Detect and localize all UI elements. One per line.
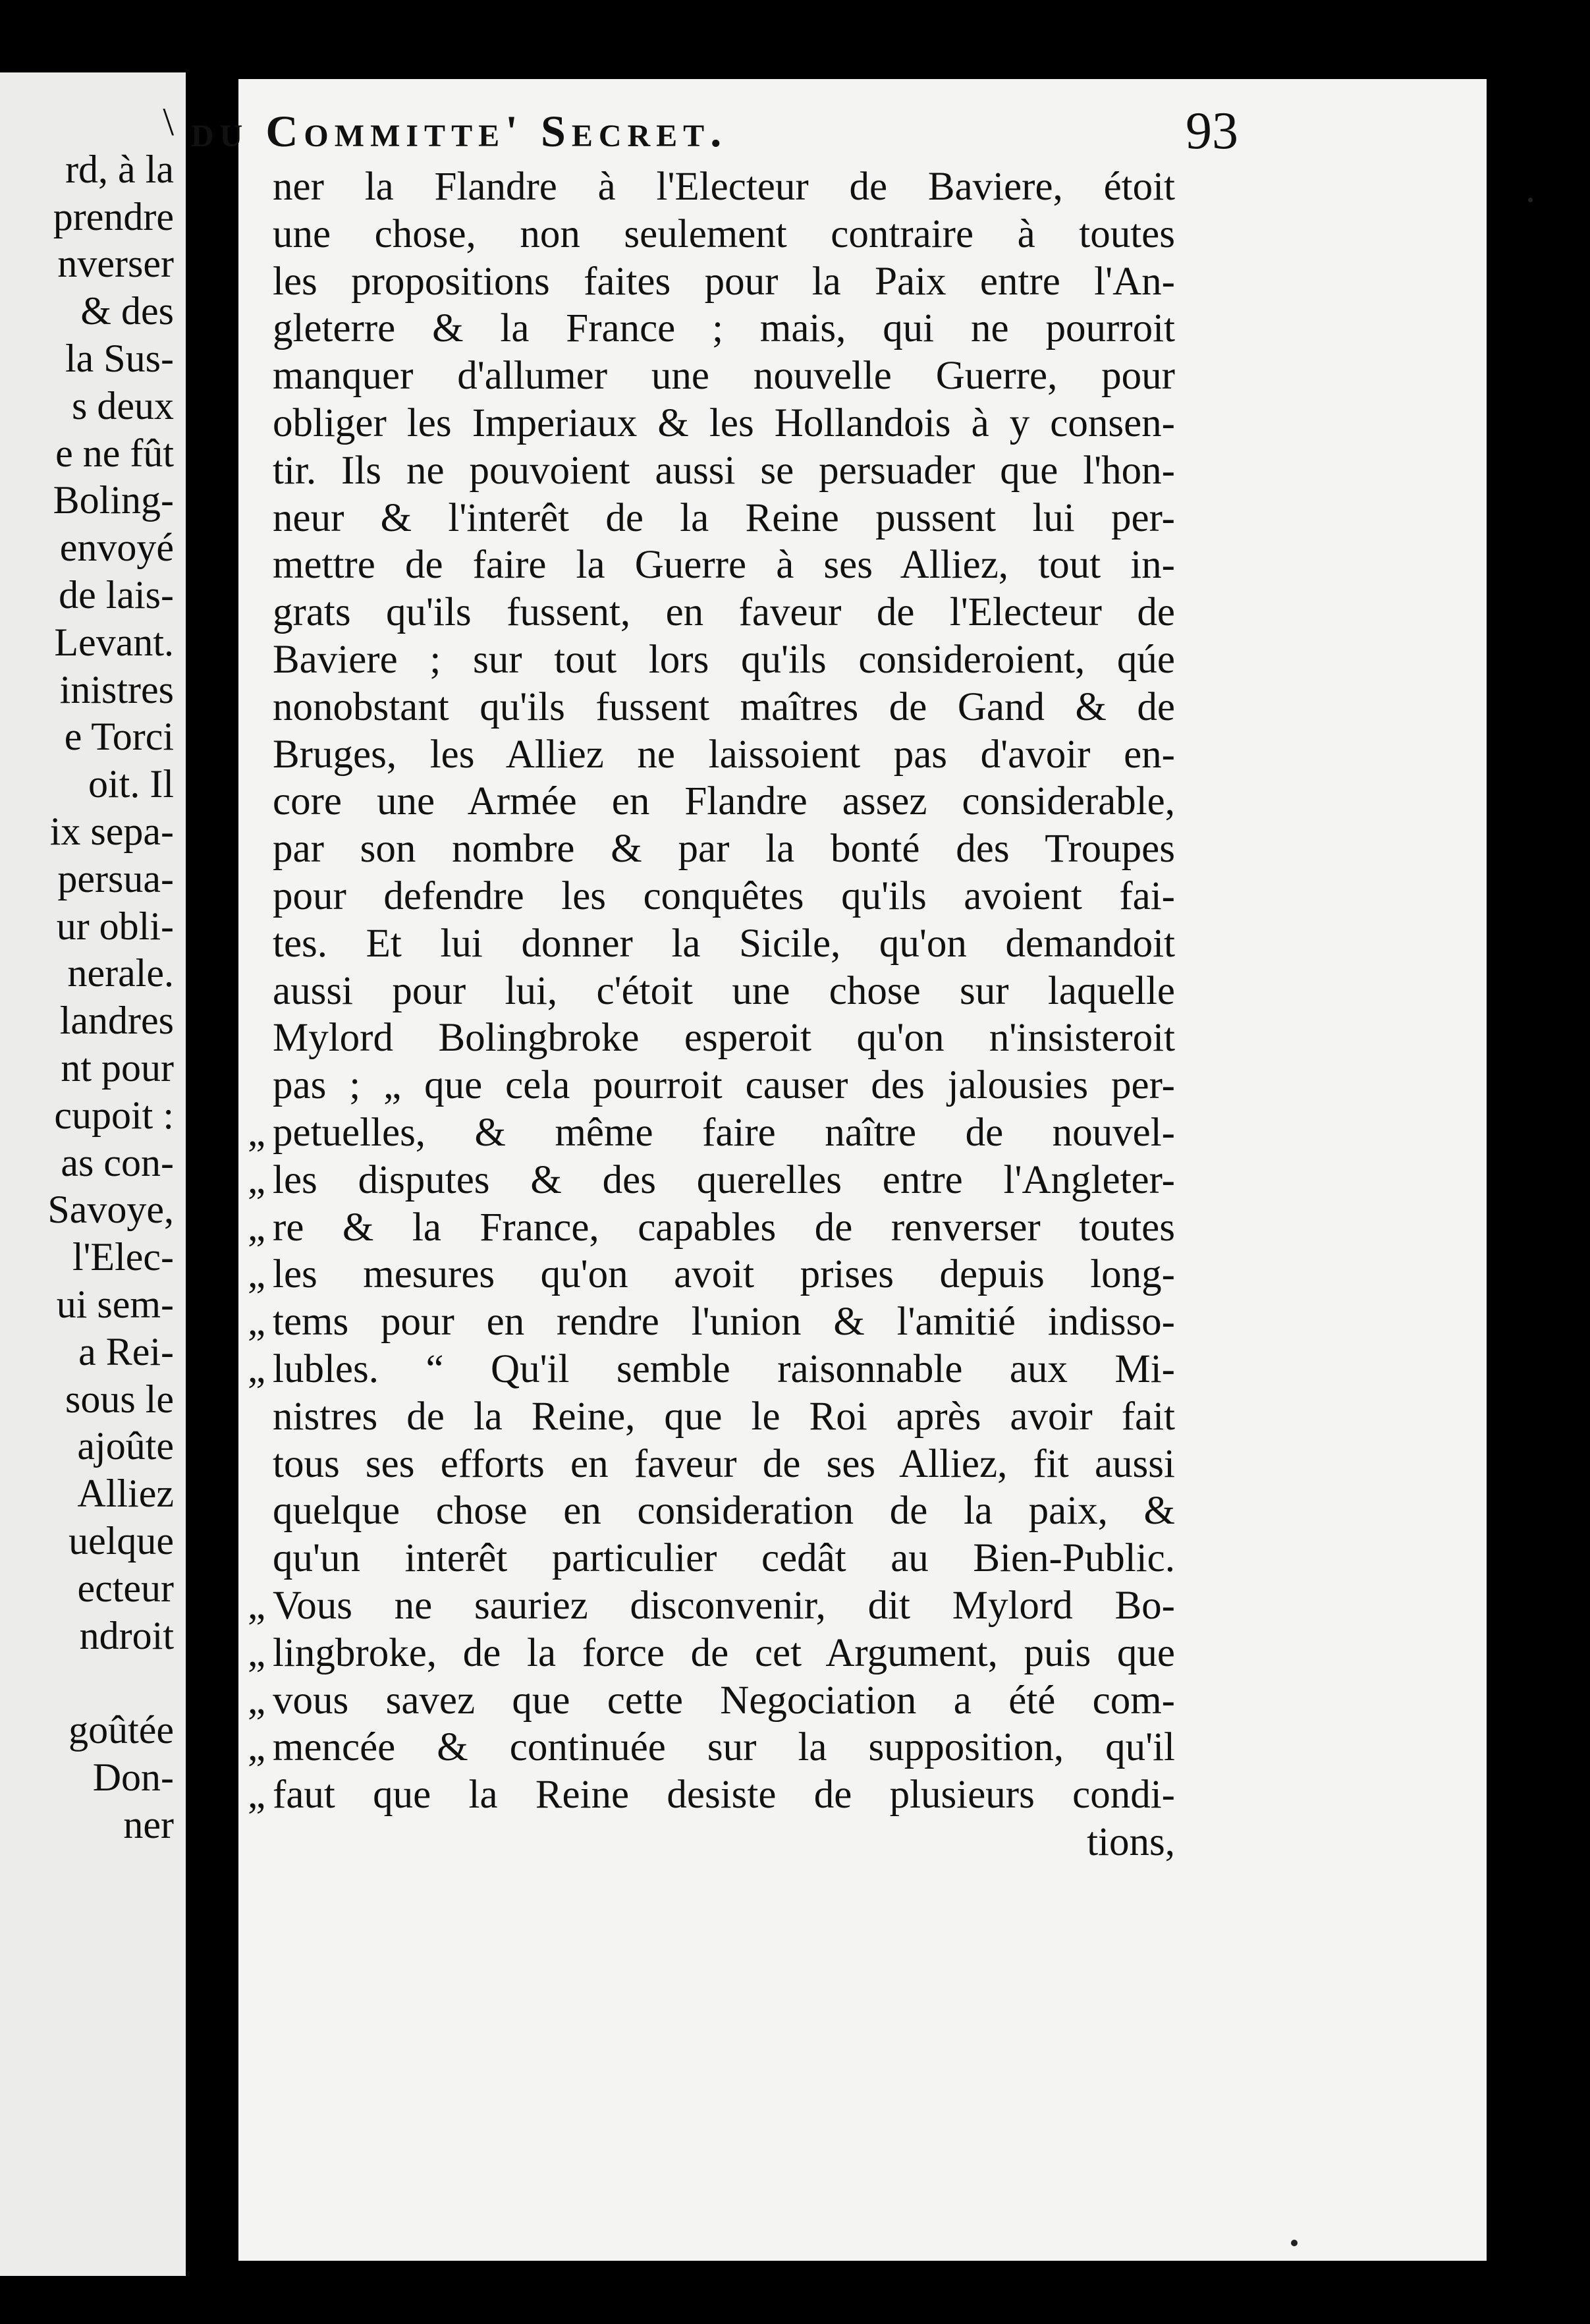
page-number: 93 xyxy=(1186,102,1238,160)
facing-page-fragment: uelque xyxy=(69,1519,174,1563)
text-line xyxy=(273,1487,1175,1535)
text-line xyxy=(248,1298,1175,1346)
line-text: Bruges, les Alliez ne laissoient pas d'avoir en- xyxy=(273,732,1175,777)
facing-page-fragment: ndroit xyxy=(79,1613,174,1657)
line-text: mencée & continuée sur la supposition, qu'il xyxy=(273,1725,1175,1770)
text-line xyxy=(273,1393,1175,1441)
line-text: pas ; „ que cela pourroit causer des jalousies per- xyxy=(273,1063,1175,1108)
facing-page-fragment: de lais- xyxy=(59,573,174,617)
line-text: tems pour en rendre l'union & l'amitié indisso- xyxy=(273,1300,1175,1344)
text-line xyxy=(273,305,1175,352)
facing-page-fragment: prendre xyxy=(53,194,174,238)
text-line xyxy=(273,825,1175,873)
quote-mark: „ xyxy=(248,1630,266,1675)
text-line xyxy=(248,1630,1175,1677)
facing-page-fragment: Boling- xyxy=(53,478,174,522)
text-line xyxy=(273,873,1175,920)
line-text: manquer d'allumer une nouvelle Guerre, pour xyxy=(273,354,1175,399)
text-line xyxy=(273,1062,1175,1109)
line-text: pour defendre les conquêtes qu'ils avoient fai- xyxy=(273,873,1175,918)
facing-page-fragment: l'Elec- xyxy=(72,1235,174,1279)
running-title: du Committe' Secret. xyxy=(191,106,728,156)
facing-page-fragment: ecteur xyxy=(77,1566,174,1610)
text-line xyxy=(248,1157,1175,1204)
facing-page-fragment: la Sus- xyxy=(65,337,174,380)
line-text: ner la Flandre à l'Electeur de Baviere, étoit xyxy=(273,165,1175,209)
line-text: gleterre & la France ; mais, qui ne pourroit xyxy=(273,306,1175,351)
line-text: lingbroke, de la force de cet Argument, puis que xyxy=(273,1630,1175,1675)
text-line xyxy=(248,1346,1175,1393)
facing-page-fragment: rd, à la xyxy=(65,147,174,191)
line-text: les propositions faites pour la Paix entre l'An- xyxy=(273,259,1175,304)
facing-page-fragment: ajoûte xyxy=(77,1424,174,1468)
text-line xyxy=(248,1677,1175,1725)
line-text: qu'un interêt particulier cedât au Bien-Public. xyxy=(273,1536,1175,1581)
facing-page-fragment: persua- xyxy=(57,856,174,900)
line-text: aussi pour lui, c'étoit une chose sur laquelle xyxy=(273,968,1175,1013)
quote-mark: „ xyxy=(248,1252,266,1297)
facing-page-fragment: ur obli- xyxy=(56,904,174,948)
line-text: core une Armée en Flandre assez considerable, xyxy=(273,779,1175,824)
ink-speck xyxy=(1528,198,1533,202)
facing-page-fragment: a Rei- xyxy=(78,1329,174,1373)
quote-mark: „ xyxy=(248,1773,266,1817)
facing-page-fragment: goûtée xyxy=(69,1708,174,1752)
line-text: nistres de la Reine, que le Roi après avoir fait xyxy=(273,1394,1175,1439)
facing-page-fragment: landres xyxy=(59,999,174,1043)
text-line xyxy=(273,1441,1175,1488)
quote-mark: „ xyxy=(248,1157,266,1202)
text-line xyxy=(273,400,1175,447)
text-line xyxy=(273,211,1175,258)
quote-mark: „ xyxy=(248,1725,266,1770)
facing-page-fragment: Don- xyxy=(92,1756,174,1799)
text-line xyxy=(273,163,1175,211)
line-text: vous savez que cette Negociation a été com- xyxy=(273,1678,1175,1723)
text-line xyxy=(273,636,1175,684)
facing-page-fragment: sous le xyxy=(65,1377,174,1421)
running-head xyxy=(191,99,1245,158)
text-line xyxy=(273,731,1175,779)
catchword: tions, xyxy=(1087,1819,1175,1864)
facing-page-fragment: nerale. xyxy=(67,951,174,995)
facing-page-fragment: \ xyxy=(163,100,174,144)
facing-page-fragment: Levant. xyxy=(54,620,174,664)
facing-page-fragment: ui sem- xyxy=(56,1283,174,1326)
text-line xyxy=(273,352,1175,400)
facing-page-fragment: as con- xyxy=(61,1140,174,1184)
facing-page-fragment: Savoye, xyxy=(47,1188,174,1232)
line-text: tous ses efforts en faveur de ses Alliez, fit aussi xyxy=(273,1441,1175,1486)
quote-mark: „ xyxy=(248,1583,266,1628)
text-line xyxy=(273,1535,1175,1582)
facing-page-fragment: cupoit : xyxy=(54,1093,174,1137)
text-line xyxy=(273,541,1175,589)
text-line xyxy=(248,1251,1175,1298)
line-text: mettre de faire la Guerre à ses Alliez, tout in- xyxy=(273,543,1175,588)
text-line xyxy=(273,920,1175,968)
facing-page-fragment: s deux xyxy=(72,383,174,428)
facing-page-left xyxy=(0,72,186,2276)
text-line xyxy=(273,258,1175,306)
line-text: les disputes & des querelles entre l'Angleter- xyxy=(273,1157,1175,1202)
line-text: nonobstant qu'ils fussent maîtres de Gand & de xyxy=(273,684,1175,729)
facing-page-fragment: & des xyxy=(80,289,174,333)
quote-mark: „ xyxy=(248,1300,266,1344)
line-text: par son nombre & par la bonté des Troupes xyxy=(273,827,1175,872)
text-line xyxy=(273,447,1175,495)
facing-page-fragment: oit. Il xyxy=(88,762,174,806)
quote-mark: „ xyxy=(248,1110,266,1155)
facing-page-fragment: ner xyxy=(123,1802,174,1846)
line-text: obliger les Imperiaux & les Hollandois à y consen- xyxy=(273,401,1175,445)
line-text: faut que la Reine desiste de plusieurs condi- xyxy=(273,1773,1175,1817)
quote-mark: „ xyxy=(248,1205,266,1250)
line-text: une chose, non seulement contraire à toutes xyxy=(273,211,1175,256)
ink-speck xyxy=(1291,2240,1298,2246)
text-line xyxy=(248,1771,1175,1819)
text-line xyxy=(273,778,1175,825)
line-text: lubles. “ Qu'il semble raisonnable aux Mi- xyxy=(273,1346,1175,1391)
line-text: les mesures qu'on avoit prises depuis long- xyxy=(273,1252,1175,1297)
facing-page-fragment: nt pour xyxy=(61,1046,174,1090)
text-line xyxy=(273,684,1175,731)
text-line xyxy=(273,495,1175,542)
line-text: neur & l'interêt de la Reine pussent lui per- xyxy=(273,495,1175,540)
text-line xyxy=(248,1582,1175,1630)
text-line xyxy=(248,1109,1175,1157)
quote-mark: „ xyxy=(248,1346,266,1391)
line-text: tir. Ils ne pouvoient aussi se persuader que l'hon- xyxy=(273,448,1175,493)
line-text: grats qu'ils fussent, en faveur de l'Electeur de xyxy=(273,590,1175,635)
text-line xyxy=(248,1724,1175,1771)
line-text: tes. Et lui donner la Sicile, qu'on demandoit xyxy=(273,921,1175,966)
text-line xyxy=(273,968,1175,1015)
line-text: Vous ne sauriez disconvenir, dit Mylord Bo- xyxy=(273,1583,1175,1628)
facing-page-fragment: inistres xyxy=(59,667,174,711)
facing-page-fragment: envoyé xyxy=(59,526,174,570)
quote-mark: „ xyxy=(248,1678,266,1723)
facing-page-fragment: e ne fût xyxy=(55,431,174,475)
line-text: Mylord Bolingbroke esperoit qu'on n'insisteroit xyxy=(273,1016,1175,1061)
line-text: re & la France, capables de renverser toutes xyxy=(273,1205,1175,1250)
body-text xyxy=(248,163,1175,1866)
line-text: petuelles, & même faire naître de nouvel- xyxy=(273,1110,1175,1155)
text-line xyxy=(273,589,1175,636)
facing-page-fragment: nverser xyxy=(57,242,174,286)
book-gutter xyxy=(186,0,238,2324)
facing-page-fragment: e Torci xyxy=(64,715,174,759)
facing-page-fragment: ix sepa- xyxy=(49,810,174,853)
facing-page-fragment: Alliez xyxy=(77,1472,174,1516)
text-line xyxy=(248,1204,1175,1252)
text-line xyxy=(273,1014,1175,1062)
line-text: Baviere ; sur tout lors qu'ils consideroient, qúe xyxy=(273,637,1175,682)
line-text: quelque chose en consideration de la paix, & xyxy=(273,1489,1175,1534)
